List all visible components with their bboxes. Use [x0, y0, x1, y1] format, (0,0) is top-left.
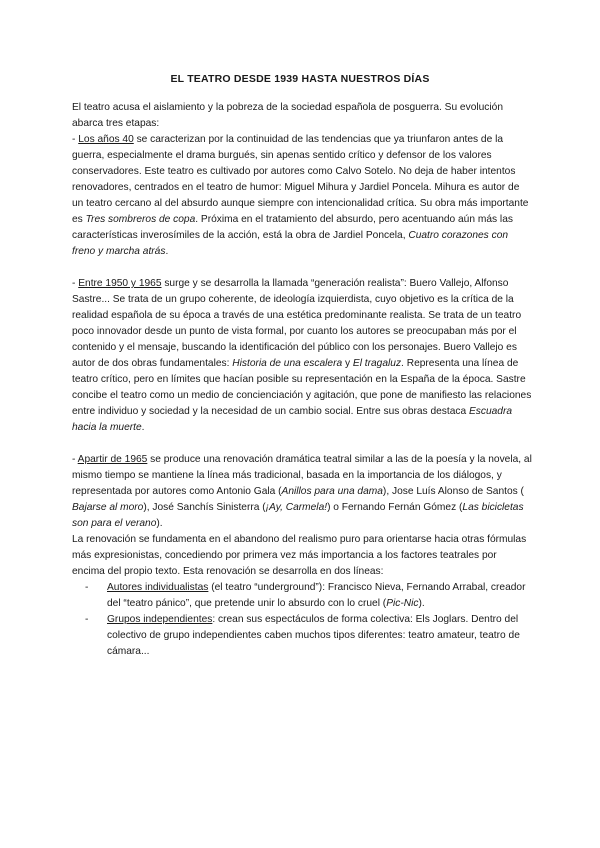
work-title: Pic-Nic	[386, 598, 419, 609]
document-title: EL TEATRO DESDE 1939 HASTA NUESTROS DÍAS	[170, 73, 430, 85]
stage-2-text: .	[141, 422, 145, 433]
stage-2-text: . Representa una línea de teatro crítico, pero en límites que hacían posible su representación en la España de la época. Sastre concibe el teatro como un medio de concienciación y agitación, que pone de manifiesto las relaciones entre individuo y sociedad y la necesidad de un cambio social. Entre sus obras destaca	[72, 358, 532, 417]
stage-3-text: ), Jose Luís Alonso de Santos (	[382, 486, 524, 497]
list-item-text: ).	[418, 598, 425, 609]
stage-2-text: y	[342, 358, 353, 369]
stage-2-text: surge y se desarrolla la llamada “generación realista”: Buero Vallejo, Alfonso Sastre... Se trata de un grupo coherente, de ideología izquierdista, cuyo objetivo es la crítica de la realidad española de su época a través de una estética predominante realista. Se trata de un teatro poco innovador desde un punto de vista formal, por cuanto los autores se preocupaban más por el contenido y el mensaje, buscando la identificación del público con los personajes. Buero Vallejo es autor de dos obras fundamentales:	[72, 278, 522, 369]
work-title: Escuadra hacia la muerte	[72, 406, 513, 433]
work-title: Historia de una escalera	[232, 358, 343, 369]
stage-1-text: . Próxima en el tratamiento del absurdo, pero acentuando aún más las características inverosímiles de la acción, está la obra de Jardiel Poncela,	[72, 214, 513, 241]
paragraph-gap	[72, 436, 532, 452]
work-title: Bajarse al moro	[72, 502, 144, 513]
stage-1-heading: Los años 40	[78, 134, 134, 145]
stage-1-text: se caracterizan por la continuidad de las tendencias que ya triunfaron antes de la guerra, especialmente el drama burgués, sin apenas sentido crítico y defensor de los valores conservadores. Este teatro es cultivado por autores como Calvo Sotelo. No deja de haber intentos renovadores, centrados en el teatro de humor: Miguel Mihura y Jardiel Poncela. Mihura es autor de un teatro cercano al del absurdo aunque siempre con intencionalidad crítica. Su obra más importante es	[72, 134, 529, 225]
stage-3-dash: -	[72, 454, 78, 465]
stage-1-paragraph	[72, 132, 532, 260]
stage-3-text: ).	[156, 518, 163, 529]
work-title: ¡Ay, Carmela!	[265, 502, 328, 513]
list-item-heading: Autores individualistas	[107, 582, 209, 593]
stage-3-text: se produce una renovación dramática teatral similar a las de la poesía y la novela, al mismo tiempo se mantiene la línea más tradicional, basada en la importancia de los diálogos, y representada por autores como Antonio Gala (	[72, 454, 532, 497]
work-title: Tres sombreros de copa	[85, 214, 196, 225]
stage-2-dash: -	[72, 278, 79, 289]
stage-1-text: .	[165, 246, 169, 257]
list-item	[107, 580, 532, 612]
renovation-paragraph: La renovación se fundamenta en el abandono del realismo puro para orientarse hacia otras fórmulas más expresionistas, concediendo por primera vez más importancia a los factores teatrales por encima del propio texto. Esta renovación se desarrolla en dos líneas:	[72, 534, 527, 577]
stage-2-heading: Entre 1950 y 1965	[78, 278, 162, 289]
stage-2-paragraph	[72, 276, 532, 436]
list-item-heading: Grupos independientes	[107, 614, 213, 625]
work-title: Cuatro corazones con freno y marcha atrás	[72, 230, 509, 257]
list-item-text: : crean sus espectáculos de forma colectiva: Els Joglars. Dentro del colectivo de grupo independientes caben muchos tipos diferentes: teatro amateur, teatro de cámara...	[107, 614, 520, 657]
list-item-text: (el teatro “underground”): Francisco Nieva, Fernando Arrabal, creador del “teatro pánico”, que pretende unir lo absurdo con lo cruel (	[107, 582, 526, 609]
stage-3-text: ) o Fernando Fernán Gómez (	[327, 502, 463, 513]
renovation-lines-list	[72, 580, 532, 660]
work-title: El tragaluz	[352, 358, 402, 369]
intro-paragraph: El teatro acusa el aislamiento y la pobreza de la sociedad española de posguerra. Su evolución abarca tres etapas:	[72, 102, 503, 129]
work-title: Anillos para una dama	[281, 486, 383, 497]
list-item	[107, 612, 532, 660]
work-title: Las bicicletas son para el verano	[72, 502, 524, 529]
stage-3-heading: Apartir de 1965	[77, 454, 148, 465]
stage-3-text: ), José Sanchís Sinisterra (	[143, 502, 266, 513]
document-body	[72, 100, 532, 660]
paragraph-gap	[72, 260, 532, 276]
stage-1-dash: -	[72, 134, 79, 145]
stage-3-paragraph	[72, 452, 532, 532]
